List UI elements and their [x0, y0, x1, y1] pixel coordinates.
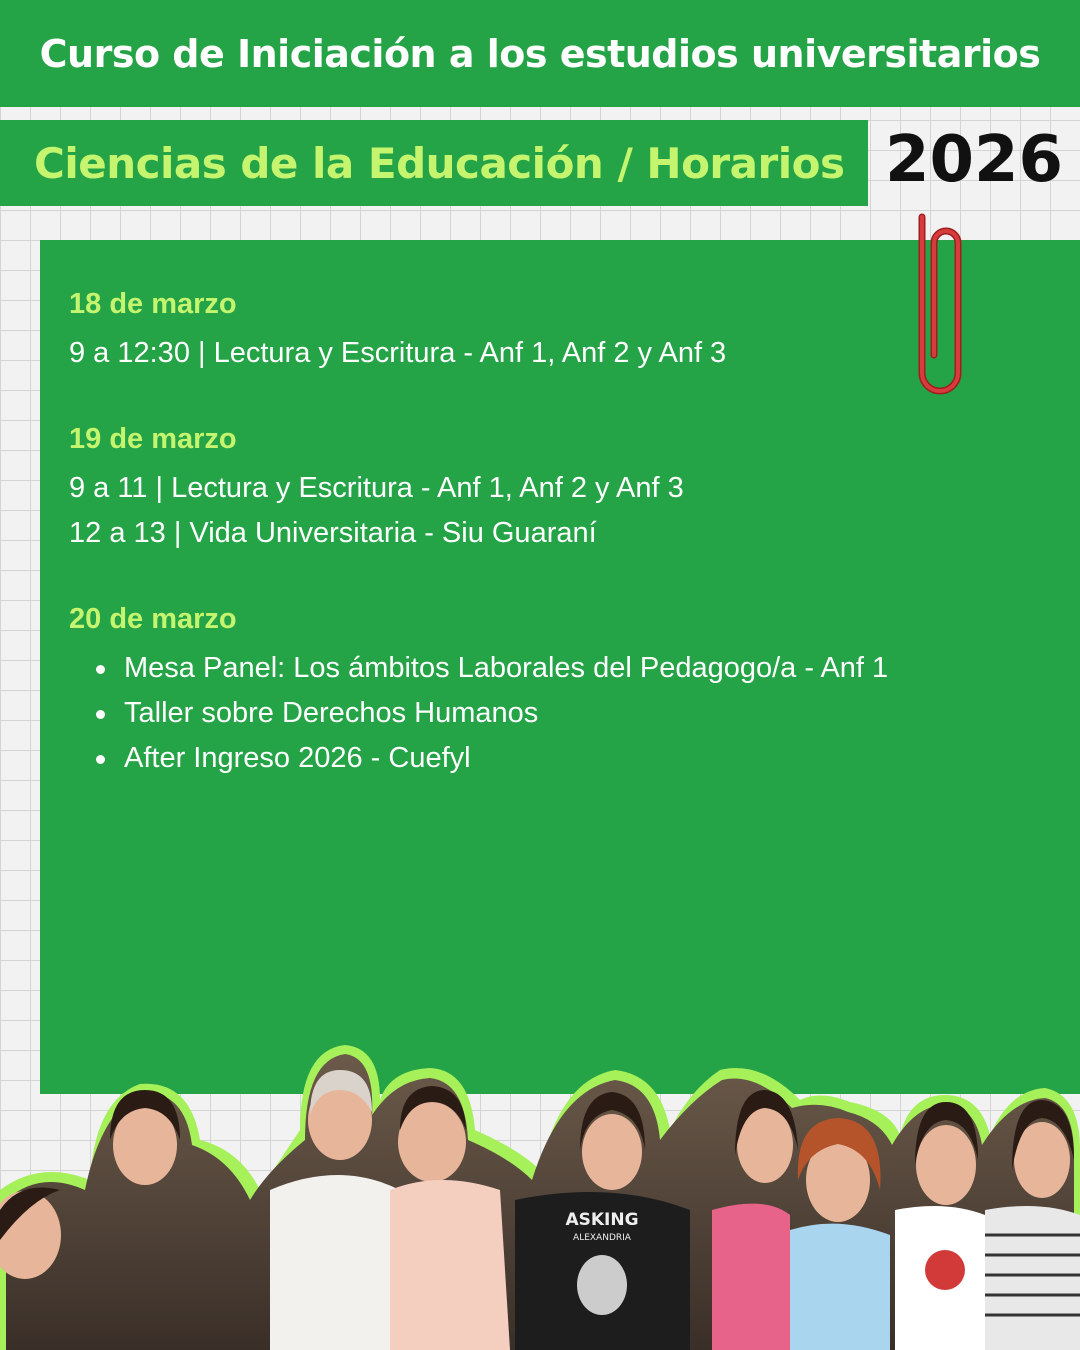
subtitle: Ciencias de la Educación / Horarios [34, 138, 845, 188]
top-banner [0, 0, 1080, 107]
students-photo [0, 1040, 1080, 1350]
day-block-20 [69, 603, 888, 781]
year-label: 2026 [884, 123, 1064, 197]
schedule-line: 9 a 11 | Lectura y Escritura - Anf 1, Anf 2 y Anf 3 [69, 472, 684, 504]
day-block-18 [69, 288, 726, 376]
paperclip-icon [905, 205, 975, 405]
day-date: 20 de marzo [69, 603, 237, 635]
subtitle-bar [0, 120, 868, 206]
schedule-line: 12 a 13 | Vida Universitaria - Siu Guaraní [69, 517, 597, 549]
shirt-text: ASKING [565, 1210, 639, 1230]
day-date: 18 de marzo [69, 288, 237, 320]
activity-item: After Ingreso 2026 - Cuefyl [69, 736, 888, 781]
activity-item: Mesa Panel: Los ámbitos Laborales del Pedagogo/a - Anf 1 [69, 646, 888, 691]
activity-item: Taller sobre Derechos Humanos [69, 691, 888, 736]
activity-list [69, 646, 888, 781]
shirt-text: ALEXANDRIA [573, 1233, 631, 1243]
course-title: Curso de Iniciación a los estudios universitarios [39, 31, 1041, 76]
day-date: 19 de marzo [69, 423, 237, 455]
schedule-line: 9 a 12:30 | Lectura y Escritura - Anf 1, Anf 2 y Anf 3 [69, 337, 727, 369]
day-block-19 [69, 423, 684, 556]
